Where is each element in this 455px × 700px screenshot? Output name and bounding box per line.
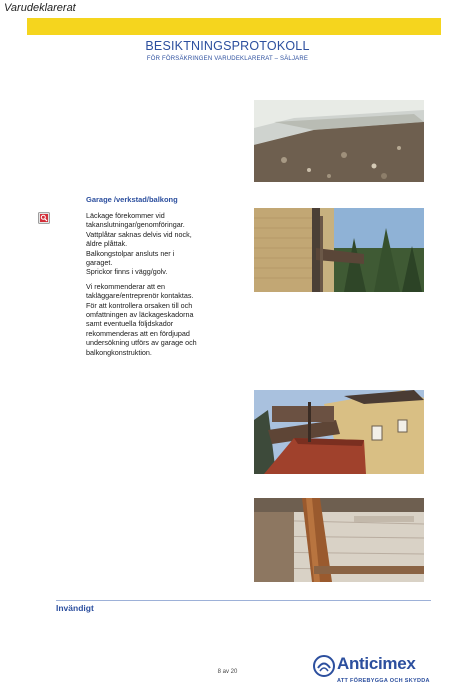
photo-wall-balcony [254, 208, 424, 292]
section-divider [56, 600, 431, 601]
page-title: BESIKTNINGSPROTOKOLL [145, 39, 310, 53]
page-number: 8 av 20 [217, 669, 238, 675]
logo-tagline: ATT FÖREBYGGA OCH SKYDDA [337, 678, 430, 684]
recommendation-text: Vi rekommenderar att en takläggare/entreprenör kontaktas. För att kontrollera orsaken till och omfattningen av läckageskadorna samt eventuella följdskador rekommenderas att en fördjupad undersökning utförs av garage och balkongkonstruktion. [86, 281, 197, 357]
anticimex-logo-icon [313, 655, 335, 677]
anticimex-logo [313, 654, 451, 694]
photo-attic-ceiling [254, 100, 424, 182]
page-subtitle: FÖR FÖRSÄKRINGEN VARUDEKLARERAT – SÄLJARE [146, 56, 309, 62]
logo-wordmark: Anticimex [337, 654, 416, 673]
note-icon[interactable] [38, 211, 50, 223]
photo-house-exterior [254, 390, 424, 474]
observations-text: Läckage förekommer vid takanslutningar/genomföringar. Vattplåtar saknas delvis vid nock, äldre plåttak. Balkongstolpar ansluts ner i garaget. Sprickor finns i vägg/golv. [86, 211, 192, 277]
next-section-heading: Invändigt [56, 603, 94, 613]
brand-mark: Varudeklarerat [4, 2, 76, 14]
section-body [86, 211, 246, 362]
photo-wooden-beam [254, 498, 424, 582]
section-heading: Garage /verkstad/balkong [86, 195, 178, 204]
header-bar [27, 18, 441, 35]
